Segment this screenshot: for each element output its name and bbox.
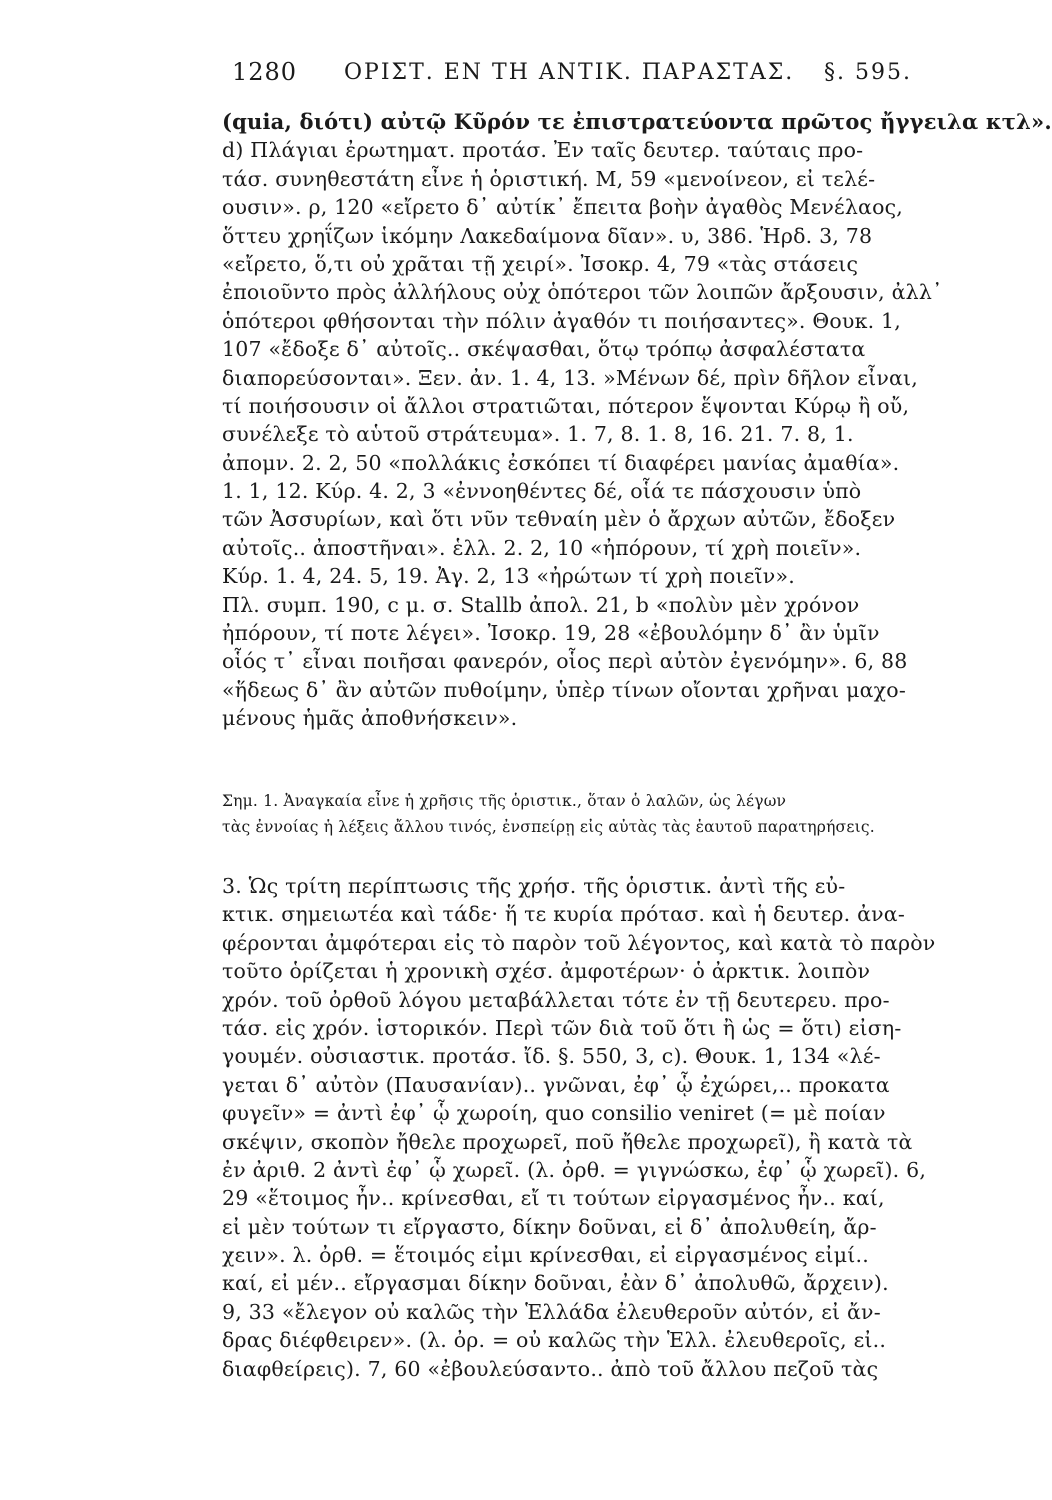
text-line: ἀπομν. 2. 2, 50 «πολλάκις ἐσκόπει τί διαφέρει μανίας ἀμαθία». [222, 450, 900, 475]
text-line: γουμέν. οὐσιαστικ. προτάσ. ἴδ. §. 550, 3, c). Θουκ. 1, 134 «λέ- [222, 1044, 881, 1069]
text-line: σκέψιν, σκοπὸν ἤθελε προχωρεῖ, ποῦ ἤθελε προχωρεῖ), ἢ κατὰ τὰ [222, 1129, 913, 1154]
text-line: τί ποιήσουσιν οἱ ἄλλοι στρατιῶται, πότερον ἕψονται Κύρῳ ἢ οὔ, [222, 393, 910, 418]
text-line: Πλ. συμπ. 190, c μ. σ. Stallb ἀπολ. 21, b «πολὺν μὲν χρόνον [222, 592, 860, 617]
text-line: φυγεῖν» = ἀντὶ ἐφ᾽ ᾧ χωροίη, quo consilio veniret (= μὲ ποίαν [222, 1101, 886, 1126]
text-line: τάσ. εἰς χρόν. ἱστορικόν. Περὶ τῶν διὰ τοῦ ὅτι ἢ ὡς = ὅτι) εἰση- [222, 1015, 902, 1040]
text-line: 3. Ὡς τρίτη περίπτωσις τῆς χρήσ. τῆς ὁριστικ. ἀντὶ τῆς εὐ- [222, 874, 846, 898]
text-line: κτικ. σημειωτέα καὶ τάδε· ἥ τε κυρία πρότασ. καὶ ἡ δευτερ. ἀνα- [222, 902, 905, 927]
text-line: εἰ μὲν τούτων τι εἴργαστο, δίκην δοῦναι, εἰ δ᾽ ἀπολυθείη, ἄρ- [222, 1214, 877, 1239]
text-line: ὅττευ χρηΐζων ἱκόμην Λακεδαίμονα δῖαν». υ, 386. Ἡρδ. 3, 78 [222, 223, 873, 248]
text-line: ἐν ἀριθ. 2 ἀντὶ ἐφ᾽ ᾧ χωρεῖ. (λ. ὀρθ. = γιγνώσκω, ἐφ᾽ ᾧ χωρεῖ). 6, [222, 1157, 927, 1182]
text-line: Κύρ. 1. 4, 24. 5, 19. Ἀγ. 2, 13 «ἠρώτων τί χρὴ ποιεῖν». [222, 564, 795, 589]
text-line: τοῦτο ὁρίζεται ἡ χρονικὴ σχέσ. ἀμφοτέρων· ὁ ἀρκτικ. λοιπὸν [222, 959, 871, 984]
note-line: τὰς ἐννοίας ἡ λέξεις ἄλλου τινός, ἐνσπείρῃ εἰς αὐτὰς τὰς ἑαυτοῦ παρατηρήσεις. [222, 818, 875, 836]
text-line: φέρονται ἀμφότεραι εἰς τὸ παρὸν τοῦ λέγοντος, καὶ κατὰ τὸ παρὸν [222, 930, 936, 955]
text-line: ἠπόρουν, τί ποτε λέγει». Ἰσοκρ. 19, 28 «ἐβουλόμην δ᾽ ἂν ὑμῖν [222, 621, 880, 646]
text-line: «εἴρετο, ὅ,τι οὐ χρᾶται τῇ χειρί». Ἰσοκρ. 4, 79 «τὰς στάσεις [222, 251, 859, 276]
text-line: συνέλεξε τὸ αὑτοῦ στράτευμα». 1. 7, 8. 1. 8, 16. 21. 7. 8, 1. [222, 422, 854, 447]
text-line: διαφθείρεις). 7, 60 «ἐβουλεύσαντο.. ἀπὸ τοῦ ἄλλου πεζοῦ τὰς [222, 1356, 879, 1381]
text-line: «ἥδεως δ᾽ ἂν αὐτῶν πυθοίμην, ὑπὲρ τίνων οἴονται χρῆναι μαχο- [222, 677, 906, 702]
text-line: μένους ἡμᾶς ἀποθνήσκειν». [222, 706, 518, 731]
text-line: 9, 33 «ἔλεγον οὐ καλῶς τὴν Ἑλλάδα ἐλευθεροῦν αὐτόν, εἰ ἄν- [222, 1299, 881, 1324]
text-line: καί, εἰ μέν.. εἴργασμαι δίκην δοῦναι, ἐὰν δ᾽ ἀπολυθῶ, ἄρχειν). [222, 1271, 889, 1296]
text-line: διαπορεύσονται». Ξεν. ἀν. 1. 4, 13. »Μένων δέ, πρὶν δῆλον εἶναι, [222, 365, 919, 390]
text-line: 107 «ἔδοξε δ᾽ αὐτοῖς.. σκέψασθαι, ὅτῳ τρόπῳ ἀσφαλέστατα [222, 337, 866, 362]
page-number: 1280 [232, 58, 298, 86]
text-line: χειν». λ. ὀρθ. = ἕτοιμός εἰμι κρίνεσθαι, εἰ εἰργασμένος εἰμί.. [222, 1243, 869, 1268]
section-number: §. 595. [824, 60, 912, 85]
main-text-block [222, 108, 1052, 733]
footnote-block [222, 788, 912, 840]
running-header [232, 58, 912, 98]
text-line: αὐτοῖς.. ἀποστῆναι». ἑλλ. 2. 2, 10 «ἠπόρουν, τί χρὴ ποιεῖν». [222, 535, 862, 560]
text-line: τάσ. συνηθεστάτη εἶνε ἡ ὁριστική. Μ, 59 «μενοίνεον, εἰ τελέ- [222, 166, 876, 191]
text-line: ἐποιοῦντο πρὸς ἀλλήλους οὐχ ὁπότεροι τῶν λοιπῶν ἄρξουσιν, ἀλλ᾽ [222, 280, 943, 305]
text-line: 29 «ἕτοιμος ἦν.. κρίνεσθαι, εἴ τι τούτων εἰργασμένος ἦν.. καί, [222, 1186, 885, 1211]
text-line: χρόν. τοῦ ὀρθοῦ λόγου μεταβάλλεται τότε ἐν τῇ δευτερευ. προ- [222, 987, 890, 1012]
note-line: Σημ. 1. Ἀναγκαία εἶνε ἡ χρῆσις τῆς ὁριστικ., ὅταν ὁ λαλῶν, ὡς λέγων [222, 792, 787, 810]
text-line: γεται δ᾽ αὐτὸν (Παυσανίαν).. γνῶναι, ἐφ᾽ ᾧ ἐχώρει,.. προκατα [222, 1072, 890, 1097]
text-line: d) Πλάγιαι ἐρωτηματ. προτάσ. Ἐν ταῖς δευτερ. ταύταις προ- [222, 138, 864, 163]
paragraph-three [222, 872, 936, 1383]
text-line: οἷός τ᾽ εἶναι ποιῆσαι φανερόν, οἷος περὶ αὐτὸν ἐγενόμην». 6, 88 [222, 649, 908, 674]
text-line: ουσιν». ρ, 120 «εἴρετο δ᾽ αὐτίκ᾽ ἔπειτα βοὴν ἀγαθὸς Μενέλαος, [222, 195, 904, 220]
running-title: ΟΡΙΣΤ. ΕΝ ΤΗ ΑΝΤΙΚ. ΠΑΡΑΣΤΑΣ. [344, 60, 795, 85]
text-line: τῶν Ἀσσυρίων, καὶ ὅτι νῦν τεθναίη μὲν ὁ ἄρχων αὐτῶν, ἔδοξεν [222, 507, 896, 532]
text-line: ὁπότεροι φθήσονται τὴν πόλιν ἀγαθόν τι ποιήσαντες». Θουκ. 1, [222, 308, 901, 333]
text-line: (quia, διότι) αὐτῷ Κῦρόν τε ἐπιστρατεύοντα πρῶτος ἤγγειλα κτλ». [222, 109, 1052, 134]
text-line: 1. 1, 12. Κύρ. 4. 2, 3 «ἐννοηθέντες δέ, οἷά τε πάσχουσιν ὑπὸ [222, 479, 862, 504]
text-line: δρας διέφθειρεν». (λ. ὀρ. = οὐ καλῶς τὴν Ἑλλ. ἐλευθεροῖς, εἰ.. [222, 1328, 887, 1353]
